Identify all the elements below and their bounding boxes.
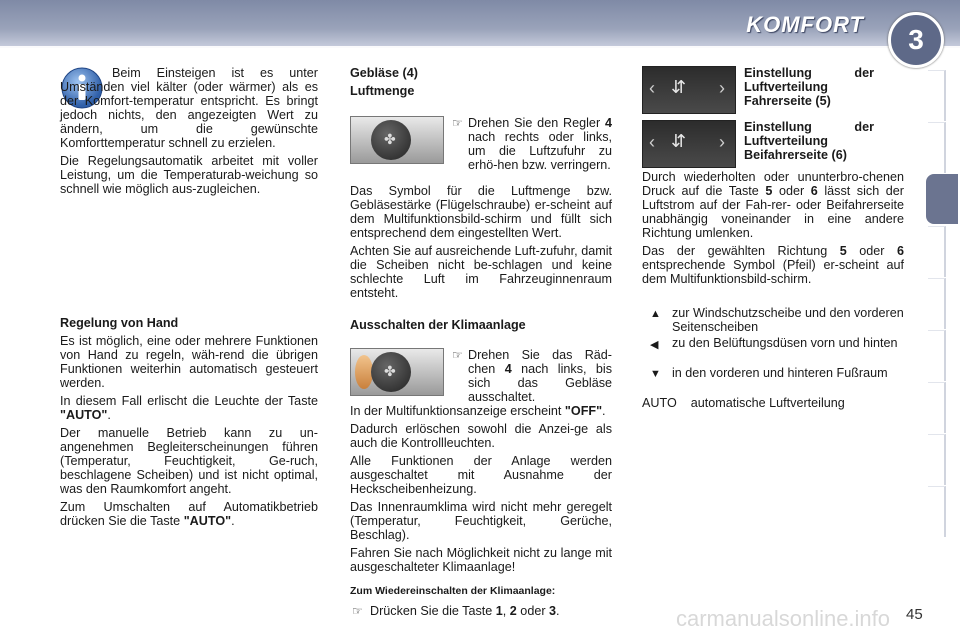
auto-text: AUTO automatische Luftverteilung [642, 396, 845, 410]
button-number: 1 [495, 604, 503, 618]
text-part: Drehen Sie den Regler [468, 116, 605, 130]
airflow-subheading: Luftmenge [350, 84, 415, 98]
text-part: . [231, 514, 235, 528]
chapter-tab[interactable] [928, 382, 946, 433]
text-part: In der Multifunktionsanzeige erscheint [350, 404, 565, 418]
text-part: . [602, 404, 606, 418]
arrow-up-icon: ▲ [650, 308, 661, 320]
intro-text: Beim Einsteigen ist es unter Umständen viel kälter (oder wärmer) als es der Komfort-temperatur entspricht. Es bringt jedoch nichts, den angezeigten Wert zu ändern, um die gewünschte Komforttemperatur schnell zu erzielen. [60, 66, 318, 150]
fan-icon: ✤ [384, 131, 396, 147]
off-instruction-text [468, 348, 612, 404]
distribution-text-2 [642, 244, 904, 286]
auto-label: "AUTO" [60, 408, 108, 422]
restart-section [350, 584, 612, 602]
fan-description [350, 184, 612, 304]
chapter-tab[interactable] [928, 226, 946, 277]
section-title: KOMFORT [746, 12, 864, 37]
chapter-tab[interactable] [928, 122, 946, 173]
watermark: carmanualsonline.info [676, 606, 891, 631]
text-part: oder [846, 244, 897, 258]
wheel-number: 4 [504, 362, 512, 376]
driver-heading-block [744, 66, 874, 112]
chevron-right-icon: › [719, 78, 725, 98]
lights-off-text: Dadurch erlöschen sowohl die Anzei-ge als auch die Kontrollleuchten. [350, 422, 612, 450]
fan-knob-image [350, 116, 444, 164]
seat-airflow-icon: ⇵ [671, 77, 687, 97]
fan-header [350, 66, 612, 102]
fan-heading: Gebläse (4) [350, 66, 418, 80]
chevron-right-icon: › [719, 132, 725, 152]
chevron-left-icon: ‹ [649, 132, 655, 152]
display-text [350, 404, 612, 418]
button-number: 5 [765, 184, 773, 198]
dir-up-text: zur Windschutzscheibe und den vorderen Seitenscheiben [672, 306, 904, 334]
chapter-tabs [928, 70, 948, 570]
text-part: oder [772, 184, 811, 198]
dir-up [672, 306, 904, 338]
header-divider [0, 46, 960, 49]
arrow-down-icon: ▼ [650, 368, 661, 380]
distribution-text-1 [642, 170, 904, 240]
passenger-heading: Einstellung der Luftverteilung Beifahrerseite (6) [744, 120, 874, 162]
button-number: 6 [896, 244, 904, 258]
off-label: "OFF" [564, 404, 603, 418]
text-part: In diesem Fall erlischt die Leuchte der Taste [60, 394, 318, 408]
chapter-number: 3 [908, 24, 924, 55]
restart-heading: Zum Wiedereinschalten der Klimaanlage: [350, 585, 556, 597]
text-part: lässt sich der Luftstrom auf der Fah-rer- oder Beifahrerseite unabhängig voneinander in eine andere Richtung umlenken. [642, 184, 904, 240]
auto-line [642, 396, 904, 414]
text-part: Drücken Sie die Taste [370, 604, 496, 618]
dir-down [672, 366, 904, 384]
pointing-hand-icon: ☞ [352, 604, 363, 618]
pointing-hand-icon: ☞ [452, 116, 463, 130]
off-instruction [468, 348, 612, 408]
text-part: Das der gewählten Richtung [642, 244, 840, 258]
text-part: Drehen Sie das Räd-chen [468, 348, 612, 376]
text-part: entsprechende Symbol (Pfeil) er-scheint auf dem Multifunktionsbild-schirm. [642, 258, 904, 286]
manual-heading: Regelung von Hand [60, 316, 179, 330]
fan-icon: ✤ [384, 363, 396, 379]
text-part: Zum Umschalten auf Automatikbetrieb drücken Sie die Taste [60, 500, 318, 528]
distribution-text [642, 170, 904, 290]
button-number: 5 [839, 244, 847, 258]
passenger-panel-image [642, 120, 736, 168]
manual-section [60, 316, 318, 532]
dir-left [672, 336, 904, 354]
text-part: oder [516, 604, 550, 618]
climate-text: Das Innenraumklima wird nicht mehr geregelt (Temperatur, Feuchtigkeit, Gerüche, Beschlag). [350, 500, 612, 542]
text-part: nach links, bis sich das Gebläse ausschaltet. [468, 362, 612, 404]
manual-text-3: Der manuelle Betrieb kann zu un-angenehmen Begleiterscheinungen führen (Temperatur, Feuchtigkeit, Ge-ruch, beschlagene Scheiben) und ist nicht optimal, was den Raumkomfort angeht. [60, 426, 318, 496]
text-part: nach rechts oder links, um die Luftzufuhr zu erhö-hen bzw. verringern. [468, 130, 612, 172]
auto-label: "AUTO" [183, 514, 232, 528]
text-part: , [502, 604, 510, 618]
restart-text [370, 604, 612, 618]
off-heading: Ausschalten der Klimaanlage [350, 318, 526, 332]
chapter-tab[interactable] [928, 486, 946, 537]
dir-down-text: in den vorderen und hinteren Fußraum [672, 366, 888, 380]
warning-text: Fahren Sie nach Möglichkeit nicht zu lange mit ausgeschalteter Klimaanlage! [350, 546, 612, 574]
button-number: 3 [549, 604, 557, 618]
button-number: 6 [810, 184, 818, 198]
manual-text-1: Es ist möglich, eine oder mehrere Funktionen von Hand zu regeln, wäh-rend die übrigen Funktionen weiterhin automatisch gesteuert werden. [60, 334, 318, 390]
seat-airflow-icon: ⇵ [671, 131, 687, 151]
air-advice-text: Achten Sie auf ausreichende Luft-zufuhr, damit die Scheiben nicht be-schlagen und keine schlechte Luft im Fahrzeuginnenraum entsteht. [350, 244, 612, 300]
text-part: Durch wiederholten oder ununterbro-chenen Druck auf die Taste [642, 170, 904, 198]
symbol-text: Das Symbol für die Luftmenge bzw. Gebläsestärke (Flügelschraube) er-scheint auf dem Multifunktionsbild-schirm und füllt sich entsprechend dem eingestellten Wert. [350, 184, 612, 240]
dir-left-text: zu den Belüftungsdüsen vorn und hinten [672, 336, 898, 350]
chevron-left-icon: ‹ [649, 78, 655, 98]
chapter-tab[interactable] [928, 278, 946, 329]
off-description [350, 404, 612, 578]
chapter-tab[interactable] [928, 434, 946, 485]
chapter-tab[interactable] [928, 70, 946, 121]
functions-off-text: Alle Funktionen der Anlage werden ausgeschaltet mit Ausnahme der Heckscheibenheizung. [350, 454, 612, 496]
page-number: 45 [906, 606, 923, 623]
button-number: 2 [509, 604, 517, 618]
chapter-tab[interactable] [928, 330, 946, 381]
chapter-tab-active[interactable] [926, 174, 958, 224]
arrow-left-icon: ◀ [650, 339, 659, 351]
fan-instruction [468, 116, 612, 176]
text-part: . [556, 604, 560, 618]
fan-instruction-text [468, 116, 612, 172]
passenger-heading-block [744, 120, 874, 166]
driver-heading: Einstellung der Luftverteilung Fahrerseite (5) [744, 66, 874, 108]
manual-text-4 [60, 500, 318, 528]
driver-panel-image [642, 66, 736, 114]
regulator-number: 4 [604, 116, 612, 130]
pointing-hand-icon: ☞ [452, 348, 463, 362]
left-column [60, 66, 318, 200]
manual-text-2 [60, 394, 318, 422]
chapter-badge [888, 12, 944, 68]
fan-knob-off-image [350, 348, 444, 396]
off-header [350, 318, 612, 336]
text-part: . [107, 408, 111, 422]
intro-text-2: Die Regelungsautomatik arbeitet mit voller Leistung, um die Temperaturab-weichung so schnell wie möglich aus-zugleichen. [60, 154, 318, 196]
restart-instruction [370, 604, 612, 622]
